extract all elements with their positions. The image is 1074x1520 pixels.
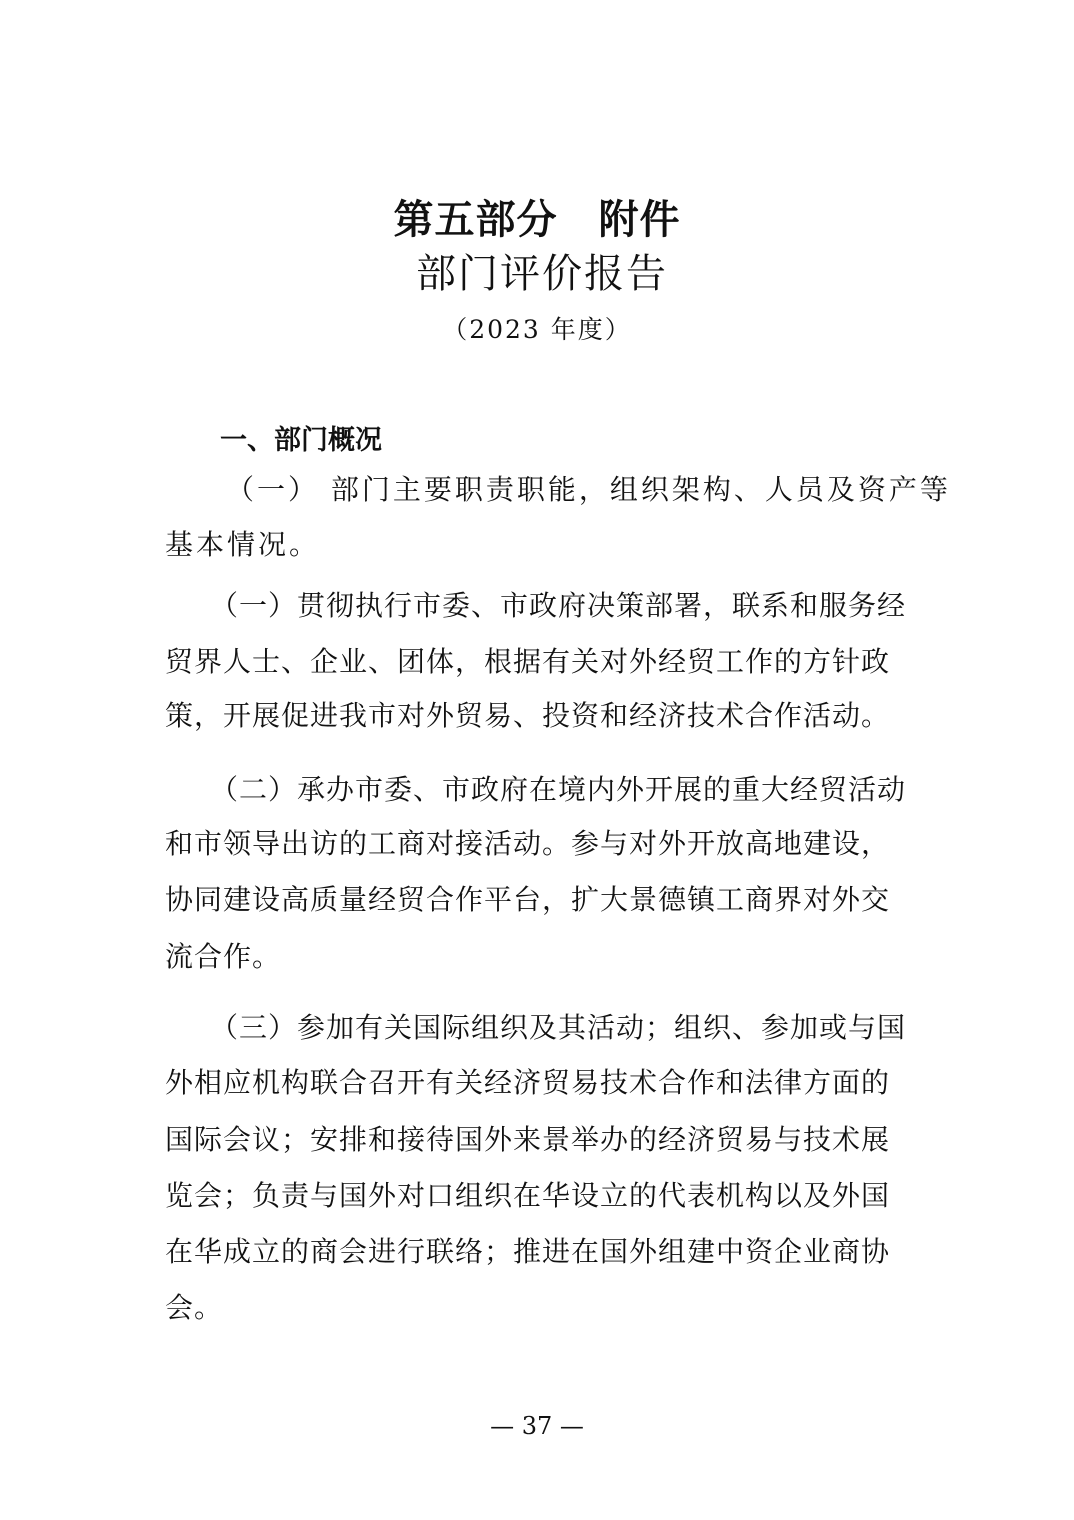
text-line: 策，开展促进我市对外贸易、投资和经济技术合作活动。 [165, 699, 891, 732]
part-title: 第五部分 附件 [393, 197, 681, 243]
text-line: （三）参加有关国际组织及其活动；组织、参加或与国 [210, 1011, 907, 1044]
text-line: （一） 部门主要职责职能，组织架构、人员及资产等 [226, 473, 951, 506]
text-line: 协同建设高质量经贸合作平台，扩大景德镇工商界对外交 [165, 883, 891, 916]
text-line: 流合作。 [165, 940, 282, 973]
text-line: 外相应机构联合召开有关经济贸易技术合作和法律方面的 [165, 1066, 891, 1099]
section-heading: 一、部门概况 [220, 425, 382, 456]
page-number: — 37 — [490, 1412, 584, 1440]
text-line: 贸界人士、企业、团体，根据有关对外经贸工作的方针政 [165, 645, 891, 678]
text-line: 览会；负责与国外对口组织在华设立的代表机构以及外国 [165, 1179, 891, 1212]
report-title: 部门评价报告 [416, 251, 668, 297]
text-line: 和市领导出访的工商对接活动。参与对外开放高地建设， [165, 827, 891, 860]
text-line: 会。 [165, 1291, 224, 1324]
report-year: （2023 年度） [442, 315, 632, 344]
text-line: （二）承办市委、市政府在境内外开展的重大经贸活动 [210, 773, 907, 806]
text-line: （一）贯彻执行市委、市政府决策部署，联系和服务经 [210, 589, 907, 622]
text-line: 国际会议；安排和接待国外来景举办的经济贸易与技术展 [165, 1123, 891, 1156]
text-line: 在华成立的商会进行联络；推进在国外组建中资企业商协 [165, 1235, 891, 1268]
text-line: 基本情况。 [165, 528, 321, 561]
